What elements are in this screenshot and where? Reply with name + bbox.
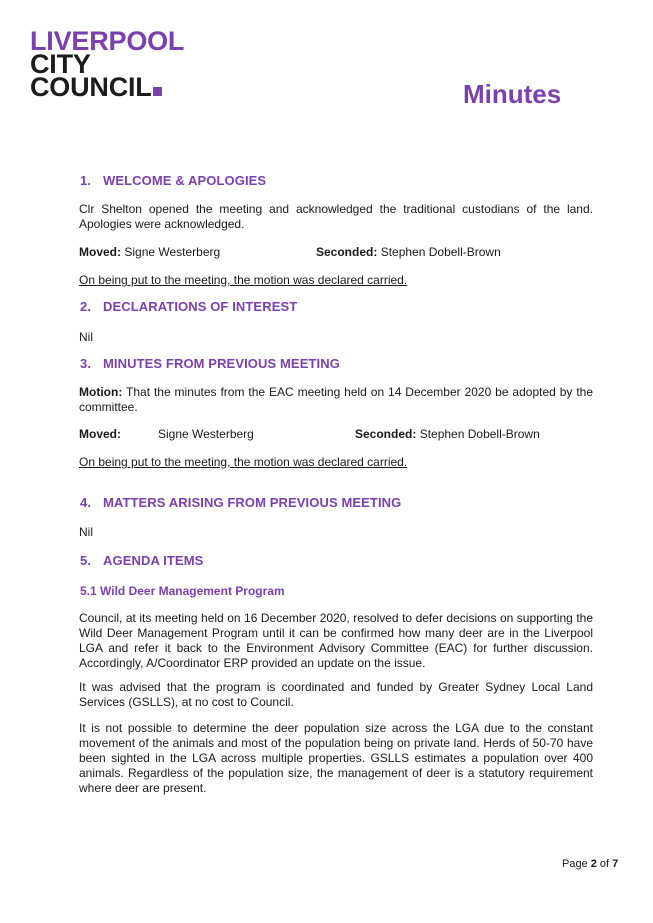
section-5-paragraph-3: It is not possible to determine the deer population size across the LGA due to the constant movement of the animals and most of the population being on private land. Herds of 50-70 have been sighted in the LGA across multiple properties. GSLLS estimates a population over 400 animals. Regardless of the population size, the management of deer is a statutory requirement where deer are present. [79, 721, 593, 795]
section-5-paragraph-2: It was advised that the program is coordinated and funded by Greater Sydney Local Land Services (GSLLS), at no cost to Council. [79, 680, 593, 709]
logo-dot-icon [153, 87, 162, 96]
section-4-body: Nil [79, 525, 93, 539]
section-1-paragraph: Clr Shelton opened the meeting and acknowledged the traditional custodians of the land. Apologies were acknowledged. [79, 202, 593, 231]
section-4-heading: 4. MATTERS ARISING FROM PREVIOUS MEETING [80, 495, 402, 510]
section-3-motion: Motion: That the minutes from the EAC meeting held on 14 December 2020 be adopted by the committee. [79, 385, 593, 414]
section-1-heading: 1. WELCOME & APOLOGIES [80, 173, 267, 188]
section-3-carried: On being put to the meeting, the motion was declared carried. [79, 455, 408, 469]
section-3-moved-label: Moved: [79, 427, 121, 441]
document-title: Minutes [463, 79, 562, 109]
section-3-heading: 3. MINUTES FROM PREVIOUS MEETING [80, 356, 340, 371]
section-3-moved-name: Signe Westerberg [158, 427, 254, 441]
section-5-1-heading: 5.1 Wild Deer Management Program [80, 584, 285, 598]
page-number: Page 2 of 7 [562, 858, 619, 870]
logo-line-2: CITY [30, 49, 91, 79]
section-5-heading: 5. AGENDA ITEMS [80, 553, 204, 568]
section-3-seconded: Seconded: Stephen Dobell-Brown [355, 427, 540, 441]
council-logo [30, 26, 185, 102]
section-1-moved: Moved: Signe Westerberg [79, 245, 221, 259]
section-5-paragraph-1: Council, at its meeting held on 16 December 2020, resolved to defer decisions on supporting the Wild Deer Management Program until it can be confirmed how many deer are in the Liverpool LGA and refer it back to the Environment Advisory Committee (EAC) for further discussion. Accordingly, A/Coordinator ERP provided an update on the issue. [79, 611, 593, 670]
logo-line-1: LIVERPOOL [30, 26, 185, 56]
section-2-body: Nil [79, 330, 93, 344]
section-2-heading: 2. DECLARATIONS OF INTEREST [80, 299, 298, 314]
section-1-seconded: Seconded: Stephen Dobell-Brown [316, 245, 501, 259]
section-1-carried: On being put to the meeting, the motion was declared carried. [79, 273, 408, 287]
logo-line-3: COUNCIL [30, 76, 184, 99]
